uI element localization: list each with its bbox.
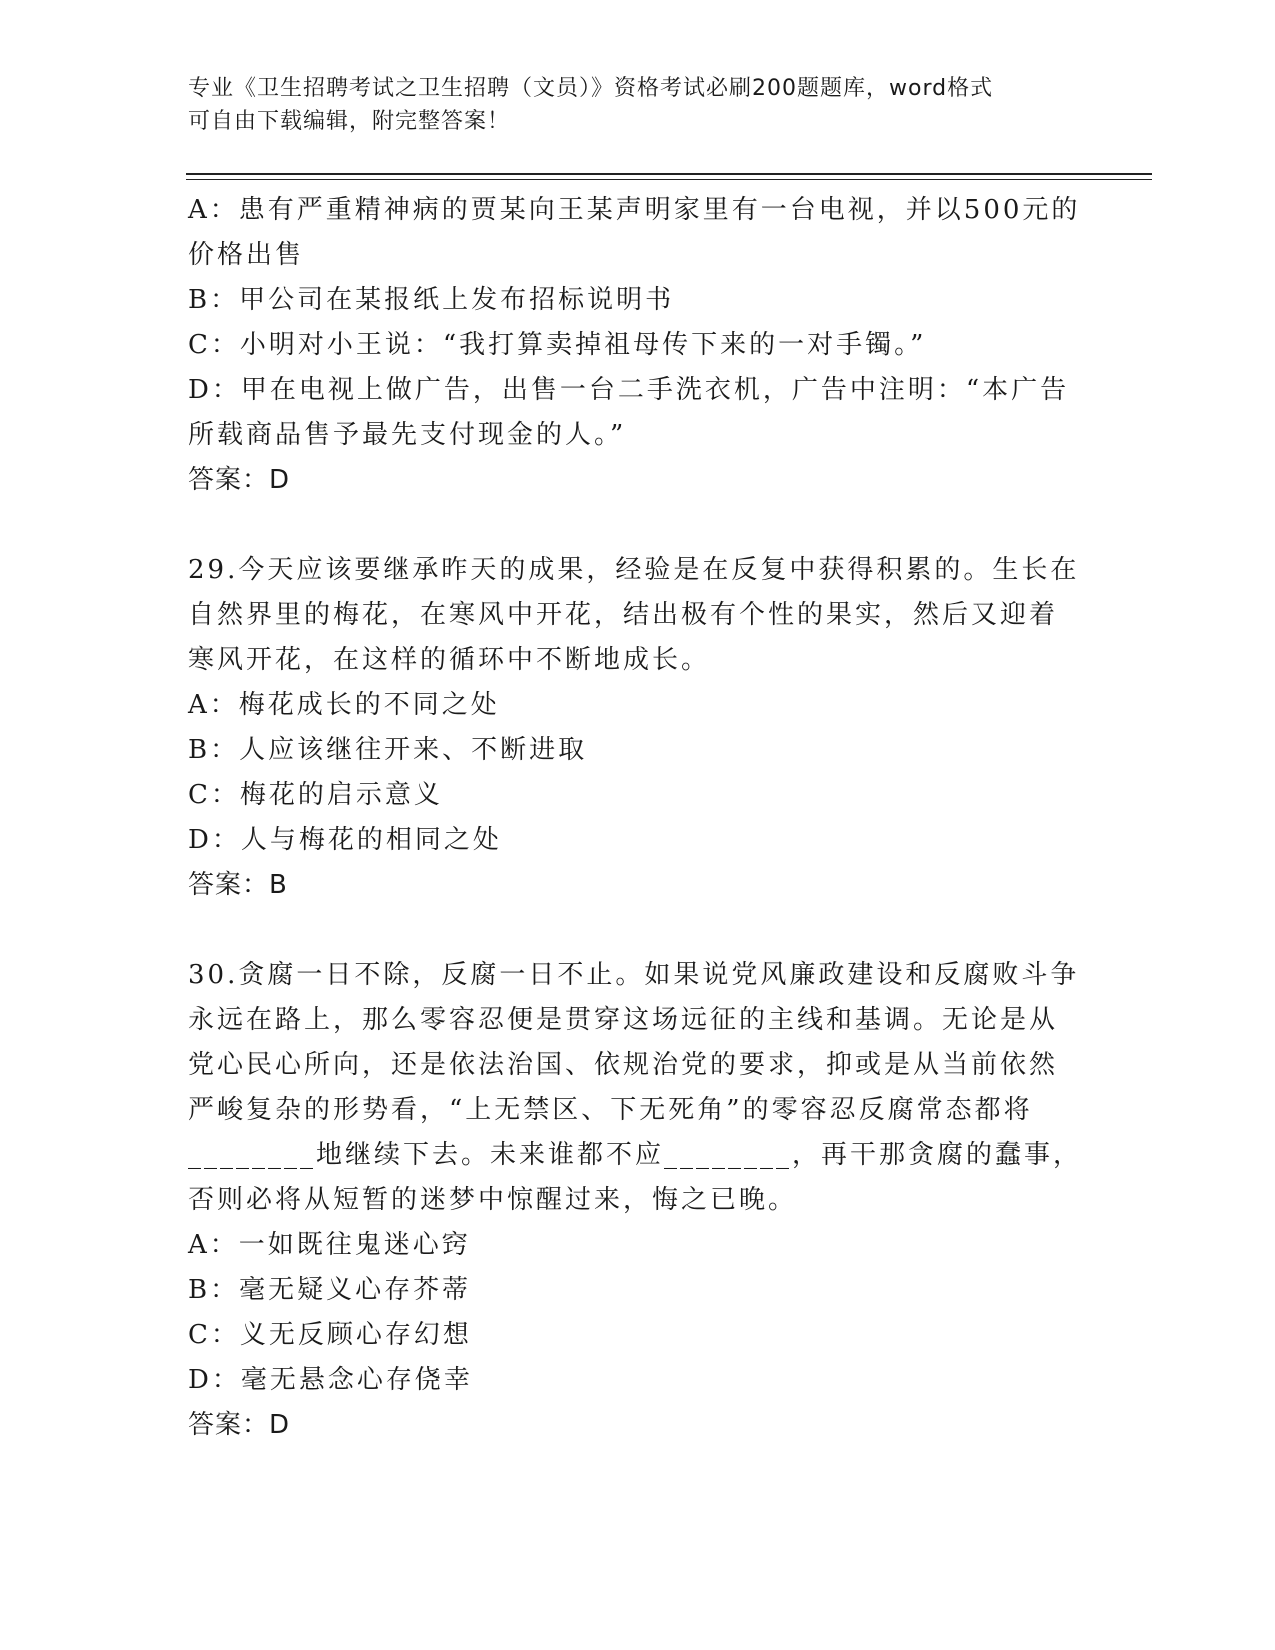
header-divider-thin (186, 179, 1152, 180)
question-stem: 29.今天应该要继承昨天的成果，经验是在反复中获得积累的。生长在 (188, 555, 1080, 585)
option-b: B：毫无疑义心存芥蒂 (188, 1275, 472, 1305)
question-stem: 永远在路上，那么零容忍便是贯穿这场远征的主线和基调。无论是从 (188, 1005, 1059, 1035)
option-b: B：人应该继往开来、不断进取 (188, 735, 588, 765)
document-body (188, 188, 1088, 1448)
question-stem: 寒风开花，在这样的循环中不断地成长。 (188, 645, 711, 675)
option-d: D：毫无悬念心存侥幸 (188, 1365, 473, 1395)
answer-line: 答案：D (188, 465, 291, 495)
spacer (188, 908, 1088, 953)
option-a: A：一如既往鬼迷心窍 (188, 1230, 471, 1260)
question-stem: 党心民心所向，还是依法治国、依规治党的要求，抑或是从当前依然 (188, 1050, 1059, 1080)
option-c: C：小明对小王说：“我打算卖掉祖母传下来的一对手镯。” (188, 330, 927, 360)
answer-line: 答案：B (188, 870, 288, 900)
spacer (188, 503, 1088, 548)
question-stem: 严峻复杂的形势看，“上无禁区、下无死角”的零容忍反腐常态都将 (188, 1095, 1033, 1125)
option-a-continued: 价格出售 (188, 240, 305, 270)
answer-line: 答案：D (188, 1410, 291, 1440)
option-d: D：甲在电视上做广告，出售一台二手洗衣机，广告中注明：“本广告 (188, 375, 1070, 405)
option-d-continued: 所载商品售予最先支付现金的人。” (188, 420, 627, 450)
header-divider-thick (186, 173, 1152, 175)
header-line-1: 专业《卫生招聘考试之卫生招聘（文员）》资格考试必刷200题题库，word格式 (188, 76, 994, 101)
question-30 (188, 953, 1088, 1448)
option-a: A：患有严重精神病的贾某向王某声明家里有一台电视，并以500元的 (188, 195, 1081, 225)
option-a: A：梅花成长的不同之处 (188, 690, 500, 720)
document-header (188, 72, 1088, 138)
option-c: C：义无反顾心存幻想 (188, 1320, 472, 1350)
question-stem: 30.贪腐一日不除，反腐一日不止。如果说党风廉政建设和反腐败斗争 (188, 960, 1080, 990)
option-c: C：梅花的启示意义 (188, 780, 443, 810)
question-stem: ________地继续下去。未来谁都不应________，再干那贪腐的蠢事， (188, 1140, 1083, 1170)
question-stem: 自然界里的梅花，在寒风中开花，结出极有个性的果实，然后又迎着 (188, 600, 1059, 630)
option-d: D：人与梅花的相同之处 (188, 825, 502, 855)
header-line-2: 可自由下载编辑，附完整答案！ (188, 109, 511, 134)
question-stem: 否则必将从短暂的迷梦中惊醒过来，悔之已晚。 (188, 1185, 798, 1215)
option-b: B：甲公司在某报纸上发布招标说明书 (188, 285, 675, 315)
question-28 (188, 188, 1088, 503)
question-29 (188, 548, 1088, 908)
